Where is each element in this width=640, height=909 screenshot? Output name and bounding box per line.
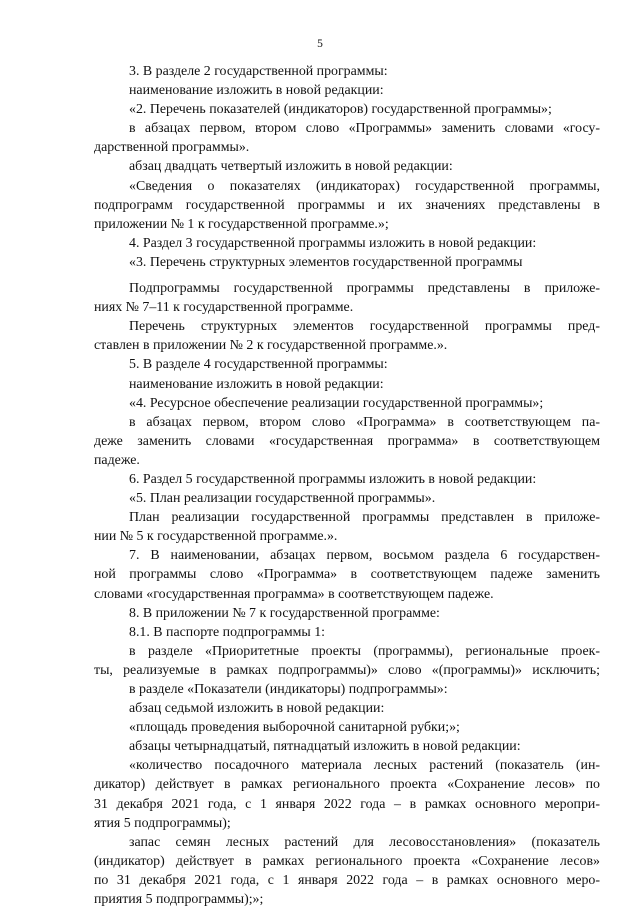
page-number: 5 xyxy=(317,38,323,50)
text-line: ной программы слово «Программа» в соответствующем падеже заменить xyxy=(94,567,600,583)
text-line: «3. Перечень структурных элементов государственной программы xyxy=(129,254,523,270)
text-line: «4. Ресурсное обеспечение реализации государственной программы»; xyxy=(129,395,544,411)
text-line: ятия 5 подпрограммы); xyxy=(94,815,231,831)
text-line: «площадь проведения выборочной санитарной рубки;»; xyxy=(129,720,460,736)
text-line: Подпрограммы государственной программы представлены в приложе- xyxy=(129,281,600,297)
text-line: падеже. xyxy=(94,452,140,468)
text-line: 5. В разделе 4 государственной программы: xyxy=(129,357,388,373)
text-line: «Сведения о показателях (индикаторах) государственной программы, xyxy=(129,178,600,194)
text-line: по 31 декабря 2021 года, с 1 января 2022 года – в рамках основного меро- xyxy=(94,872,600,888)
text-line: 3. В разделе 2 государственной программы: xyxy=(129,64,388,79)
text-line: наименование изложить в новой редакции: xyxy=(129,376,384,392)
text-line: «количество посадочного материала лесных растений (показатель (ин- xyxy=(129,758,600,774)
text-line: нии № 5 к государственной программе.». xyxy=(94,529,338,545)
text-line: дарственной программы». xyxy=(94,140,250,156)
text-line: словами «государственная программа» в соответствующем падеже. xyxy=(94,586,494,602)
text-line: подпрограмм государственной программы и их значениях представлены в xyxy=(94,197,600,213)
text-line: План реализации государственной программы представлен в приложе- xyxy=(129,510,600,526)
text-line: (индикатор) действует в рамках регионального проекта «Сохранение лесов» xyxy=(94,853,600,869)
text-line: 4. Раздел 3 государственной программы изложить в новой редакции: xyxy=(129,235,537,251)
text-line: 8.1. В паспорте подпрограммы 1: xyxy=(129,624,326,640)
text-line: ты, реализуемые в рамках подпрограммы)» слово «(программы)» исключить; xyxy=(94,662,600,678)
text-line: в разделе «Показатели (индикаторы) подпрограммы»: xyxy=(129,682,448,697)
text-line: абзацы четырнадцатый, пятнадцатый изложить в новой редакции: xyxy=(129,739,521,755)
text-line: «5. План реализации государственной программы». xyxy=(129,491,436,507)
text-line: приложении № 1 к государственной программе.»; xyxy=(94,216,389,232)
text-line: наименование изложить в новой редакции: xyxy=(129,83,384,99)
text-line: ставлен в приложении № 2 к государственной программе.». xyxy=(94,338,448,354)
text-line: в абзацах первом, втором слово «Программа» в соответствующем па- xyxy=(129,414,600,430)
text-line: «2. Перечень показателей (индикаторов) государственной программы»; xyxy=(129,102,552,118)
text-line: дикатор) действует в рамках регионального проекта «Сохранение лесов» по xyxy=(94,777,600,793)
text-line: в разделе «Приоритетные проекты (программы), региональные проек- xyxy=(129,643,600,659)
text-line: ниях № 7–11 к государственной программе. xyxy=(94,300,354,316)
text-line: 6. Раздел 5 государственной программы изложить в новой редакции: xyxy=(129,471,537,487)
paragraph-spacer xyxy=(94,272,600,279)
text-line: деже заменить словами «государственная программа» в соответствующем xyxy=(94,433,600,449)
text-line: 7. В наименовании, абзацах первом, восьмом раздела 6 государствен- xyxy=(129,548,600,564)
text-line: 8. В приложении № 7 к государственной программе: xyxy=(129,605,440,621)
text-line: абзац двадцать четвертый изложить в новой редакции: xyxy=(129,159,453,175)
text-line: абзац седьмой изложить в новой редакции: xyxy=(129,701,385,717)
text-line: приятия 5 подпрограммы);»; xyxy=(94,892,264,908)
text-line: в абзацах первом, втором слово «Программы» заменить словами «госу- xyxy=(129,121,600,137)
text-line: Перечень структурных элементов государственной программы пред- xyxy=(129,319,600,335)
text-line: 31 декабря 2021 года, с 1 января 2022 года – в рамках основного меропри- xyxy=(94,796,600,812)
document-body xyxy=(94,62,600,909)
text-line: запас семян лесных растений для лесовосстановления» (показатель xyxy=(129,834,600,850)
